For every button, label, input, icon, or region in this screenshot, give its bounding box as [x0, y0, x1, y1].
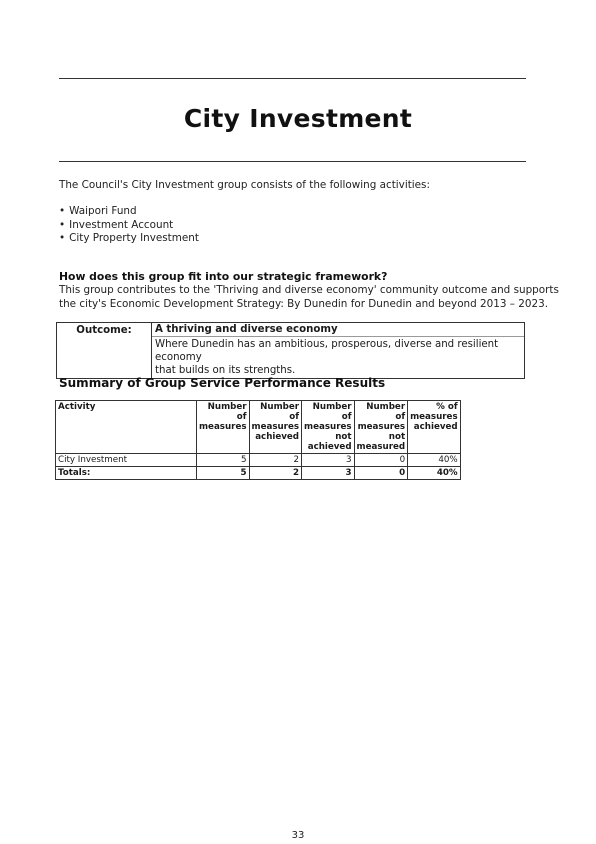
totals-row [56, 467, 461, 480]
outcome-heading: A thriving and diverse economy [152, 323, 525, 337]
col-number-of-measures: Number of measures [197, 401, 250, 454]
outcome-label: Outcome: [57, 323, 152, 379]
cell-total-percent-achieved: 40% [408, 467, 461, 480]
framework-heading: How does this group fit into our strategic framework? [59, 270, 388, 283]
cell-percent-achieved: 40% [408, 454, 461, 467]
outcome-description-line: that builds on its strengths. [155, 365, 296, 376]
cell-achieved: 2 [249, 454, 302, 467]
outcome-table [56, 322, 525, 379]
activity-item: • Waipori Fund [59, 205, 199, 219]
page-number: 33 [291, 830, 305, 841]
col-measures-not-achieved: Number of measures not achieved [302, 401, 355, 454]
cell-total-not-achieved: 3 [302, 467, 355, 480]
activity-item: • City Property Investment [59, 232, 199, 246]
col-percent-achieved: % of measures achieved [408, 401, 461, 454]
col-measures-achieved: Number of measures achieved [249, 401, 302, 454]
cell-total-measures: 5 [197, 467, 250, 480]
cell-total-achieved: 2 [249, 467, 302, 480]
outcome-description [152, 337, 525, 379]
cell-totals-label: Totals: [56, 467, 197, 480]
cell-not-achieved: 3 [302, 454, 355, 467]
col-measures-not-measured: Number of measures not measured [354, 401, 408, 454]
summary-heading: Summary of Group Service Performance Results [59, 376, 386, 390]
top-rule [59, 78, 526, 79]
page-title: City Investment [183, 104, 413, 133]
table-row [56, 454, 461, 467]
cell-total-not-measured: 0 [354, 467, 408, 480]
performance-table [55, 400, 461, 480]
framework-text-line: This group contributes to the 'Thriving and diverse economy' community outcome and supports [59, 284, 559, 296]
framework-text-line: the city's Economic Development Strategy: By Dunedin for Dunedin and beyond 2013 – 2023. [59, 297, 549, 310]
title-rule [59, 161, 526, 162]
cell-not-measured: 0 [354, 454, 408, 467]
activity-item: • Investment Account [59, 219, 199, 233]
cell-number-of-measures: 5 [197, 454, 250, 467]
framework-text [59, 284, 559, 311]
intro-text: The Council's City Investment group consists of the following activities: [59, 179, 430, 191]
activity-list [59, 205, 199, 246]
col-activity: Activity [56, 401, 197, 454]
outcome-description-line: Where Dunedin has an ambitious, prosperous, diverse and resilient economy [155, 339, 499, 363]
cell-activity: City Investment [56, 454, 197, 467]
table-header-row [56, 401, 461, 454]
